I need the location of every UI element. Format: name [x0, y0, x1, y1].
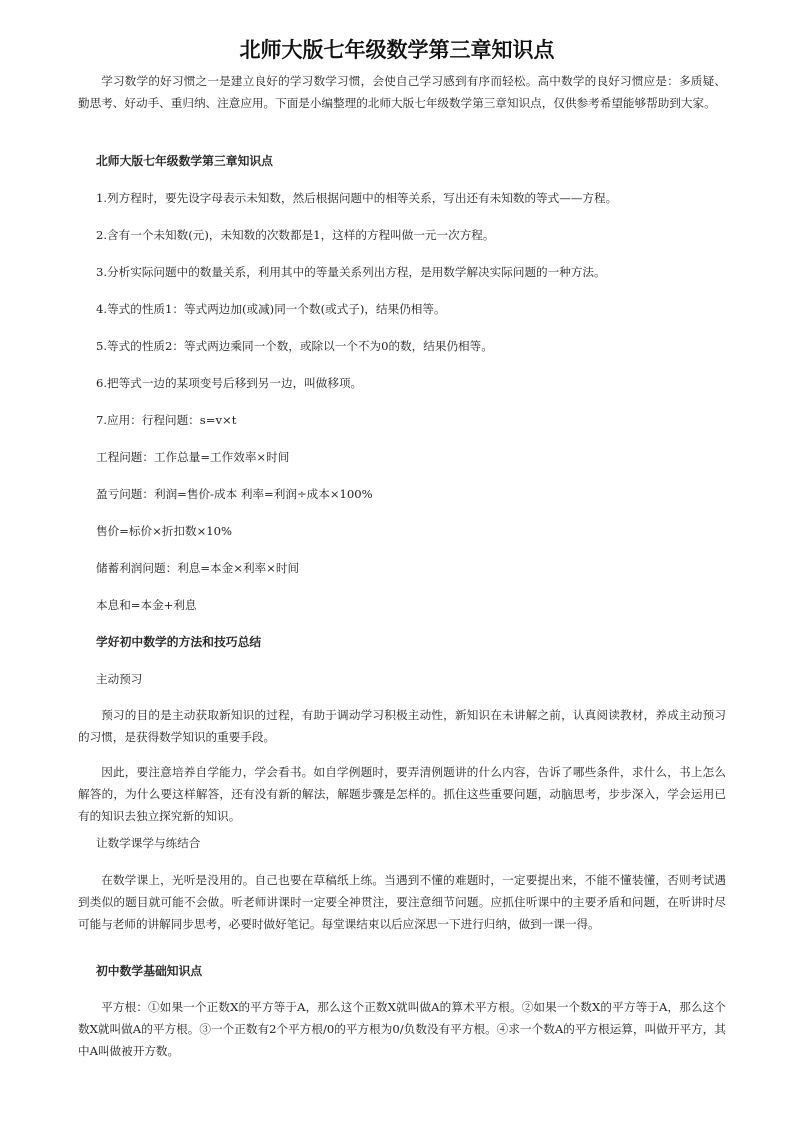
paragraph-practice: 在数学课上，光听是没用的。自己也要在草稿纸上练。当遇到不懂的难题时，一定要提出来，不能不懂装懂，否则考试遇到类似的题目就可能不会做。听老师讲课时一定要全神贯注，要注意细节问题。应抓住听课中的主要矛盾和问题，在听讲时尽可能与老师的讲解同步思考，必要时做好笔记。每堂课结束以后应深思一下进行归纳，做到一课一得。 [78, 873, 726, 931]
list-item: 3.分析实际问题中的数量关系，利用其中的等量关系列出方程，是用数学解决实际问题的一种方法。 [96, 265, 606, 279]
list-item: 售价=标价×折扣数×10% [96, 524, 233, 538]
section-heading-basics: 初中数学基础知识点 [96, 964, 203, 978]
list-item: 1.列方程时，要先设字母表示未知数，然后根据问题中的相等关系，写出还有未知数的等式——方程。 [96, 191, 618, 205]
intro-paragraph: 学习数学的好习惯之一是建立良好的学习数学习惯，会使自己学习感到有序而轻松。高中数学的良好习惯应是：多质疑、勤思考、好动手、重归纳、注意应用。下面是小编整理的北师大版七年级数学第三章知识点，仅供参考希望能够帮助到大家。 [78, 74, 726, 110]
paragraph-preview: 预习的目的是主动获取新知识的过程，有助于调动学习积极主动性，新知识在未讲解之前，认真阅读教材，养成主动预习的习惯，是获得数学知识的重要手段。 [78, 708, 726, 744]
subheading-preview: 主动预习 [96, 672, 143, 686]
subheading-practice: 让数学课学与练结合 [96, 836, 201, 850]
section-heading-chapter3: 北师大版七年级数学第三章知识点 [96, 154, 273, 168]
list-item: 本息和=本金+利息 [96, 598, 197, 612]
list-item: 盈亏问题：利润=售价-成本 利率=利润÷成本×100% [96, 487, 373, 501]
list-item: 工程问题：工作总量=工作效率×时间 [96, 450, 290, 464]
list-item: 7.应用：行程问题：s=v×t [96, 413, 237, 427]
list-item: 2.含有一个未知数(元)，未知数的次数都是1，这样的方程叫做一元一次方程。 [96, 228, 495, 242]
page-title: 北师大版七年级数学第三章知识点 [239, 38, 555, 62]
paragraph-square-root: 平方根：①如果一个正数X的平方等于A，那么这个正数X就叫做A的算术平方根。②如果一个数X的平方等于A，那么这个数X就叫做A的平方根。③一个正数有2个平方根/0的平方根为0/负数没有平方根。④求一个数A的平方根运算，叫做开平方，其中A叫做被开方数。 [78, 1000, 726, 1058]
list-item: 储蓄利润问题：利息=本金×利率×时间 [96, 561, 300, 575]
section-heading-methods: 学好初中数学的方法和技巧总结 [96, 635, 262, 649]
list-item: 6.把等式一边的某项变号后移到另一边，叫做移项。 [96, 376, 363, 390]
list-item: 4.等式的性质1：等式两边加(或减)同一个数(或式子)，结果仍相等。 [96, 302, 446, 316]
paragraph-self-study: 因此，要注意培养自学能力，学会看书。如自学例题时，要弄清例题讲的什么内容，告诉了哪些条件，求什么，书上怎么解答的，为什么要这样解答，还有没有新的解法，解题步骤是怎样的。抓住这些重要问题，动脑思考，步步深入，学会运用已有的知识去独立探究新的知识。 [78, 765, 726, 823]
list-item: 5.等式的性质2：等式两边乘同一个数，或除以一个不为0的数，结果仍相等。 [96, 339, 493, 353]
